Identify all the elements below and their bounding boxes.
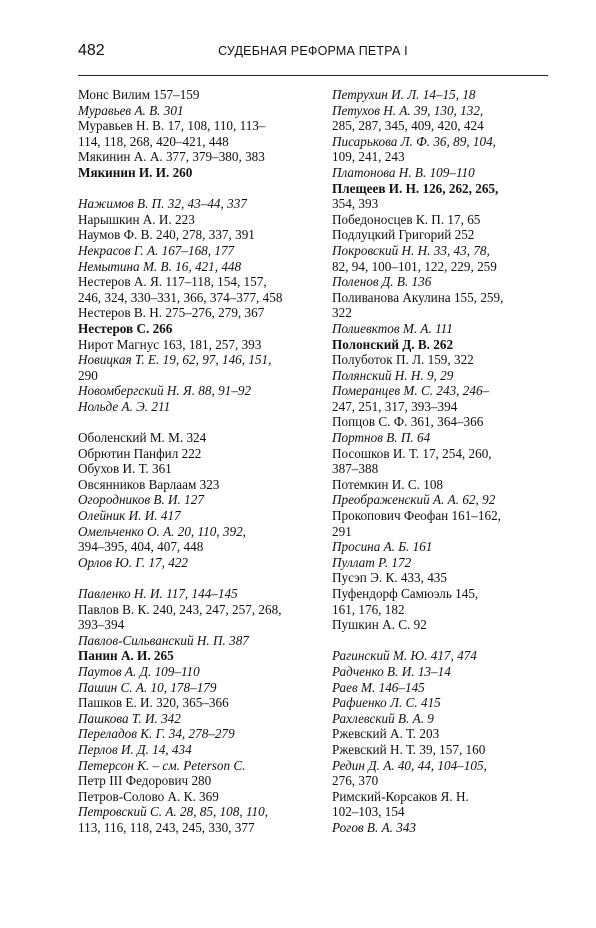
index-entry: Павлов В. К. 240, 243, 247, 257, 268, — [78, 601, 282, 617]
letter-gap — [332, 633, 554, 649]
index-entry: Ржевский Н. Т. 39, 157, 160 — [332, 741, 486, 757]
index-entry: Петухов Н. А. 39, 130, 132, — [332, 102, 484, 118]
letter-gap — [78, 181, 330, 197]
index-entry: Пашин С. А. 10, 178–179 — [78, 679, 217, 695]
index-entry: Петровский С. А. 28, 85, 108, 110, — [78, 804, 269, 820]
index-entry: Мякинин А. А. 377, 379–380, 383 — [78, 149, 265, 165]
letter-gap — [78, 570, 330, 586]
index-entry: Петр III Федорович 280 — [78, 773, 212, 789]
index-entry: Прокопович Феофан 161–162, — [332, 508, 501, 524]
index-entry: Потемкин И. С. 108 — [332, 476, 444, 492]
index-entry: Плещеев И. Н. 126, 262, 265, — [332, 180, 499, 196]
index-entry: Рафиенко Л. С. 415 — [332, 695, 441, 711]
page-number: 482 — [78, 42, 105, 59]
index-entry: Попцов С. Ф. 361, 364–366 — [332, 414, 484, 430]
index-entry: Полянский Н. Н. 9, 29 — [332, 367, 454, 383]
index-entry: Петров-Солово А. К. 369 — [78, 788, 219, 804]
index-entry: 113, 116, 118, 243, 245, 330, 377 — [78, 819, 255, 835]
index-entry: Подлуцкий Григорий 252 — [332, 227, 475, 243]
index-entry: Немытина М. В. 16, 421, 448 — [78, 258, 242, 274]
index-entry: Поливанова Акулина 155, 259, — [332, 289, 504, 305]
index-entry: Померанцев М. С. 243, 246– — [332, 383, 490, 399]
index-entry: Обухов И. Т. 361 — [78, 461, 172, 477]
index-entry: Ржевский А. Т. 203 — [332, 726, 440, 742]
index-entry: 290 — [78, 367, 98, 383]
index-entry: Огородников В. И. 127 — [78, 492, 204, 508]
index-entry: Наумов Ф. В. 240, 278, 337, 391 — [78, 227, 255, 243]
index-entry: Преображенский А. А. 62, 92 — [332, 492, 496, 508]
index-entry: Орлов Ю. Г. 17, 422 — [78, 554, 189, 570]
running-header — [78, 42, 548, 64]
index-entry: Рагинский М. Ю. 417, 474 — [332, 648, 477, 664]
index-entry: 276, 370 — [332, 773, 379, 789]
index-entry: 393–394 — [78, 617, 125, 633]
index-entry: Посошков И. Т. 17, 254, 260, — [332, 445, 492, 461]
index-entry: Полуботок П. Л. 159, 322 — [332, 352, 474, 368]
index-entry: 247, 251, 317, 393–394 — [332, 398, 458, 414]
header-rule — [78, 75, 548, 76]
index-entry: Пуфендорф Самюэль 145, — [332, 586, 479, 601]
index-entry: Пусэп Э. К. 433, 435 — [332, 570, 447, 586]
index-entry: Мякинин И. И. 260 — [78, 164, 193, 180]
index-entry: Некрасов Г. А. 167–168, 177 — [78, 242, 235, 258]
index-entry: 102–103, 154 — [332, 804, 405, 820]
index-entry: 394–395, 404, 407, 448 — [78, 539, 204, 555]
index-entry: 387–388 — [332, 461, 379, 477]
index-entry: Омельченко О. А. 20, 110, 392, — [78, 523, 246, 539]
index-entry: Петерсон К. – см. Peterson C. — [78, 757, 246, 773]
index-entry: Платонова Н. В. 109–110 — [332, 164, 475, 180]
index-entry: Раев М. 146–145 — [332, 679, 425, 695]
index-entry: Нестеров В. Н. 275–276, 279, 367 — [78, 305, 265, 321]
index-entry: Рогов В. А. 343 — [332, 819, 417, 835]
index-entry: Пушкин А. С. 92 — [332, 617, 427, 633]
index-entry: Нирот Магнус 163, 181, 257, 393 — [78, 336, 262, 352]
index-entry: Овсянников Варлаам 323 — [78, 476, 220, 492]
index-entry: Обрютин Панфил 222 — [78, 445, 202, 461]
index-entry: Покровский Н. Н. 33, 43, 78, — [332, 242, 490, 258]
index-entry: Нестеров А. Я. 117–118, 154, 157, — [78, 274, 267, 290]
index-entry: Павленко Н. И. 117, 144–145 — [78, 586, 238, 601]
index-entry: Монс Вилим 157–159 — [78, 87, 200, 102]
index-entry: Поленов Д. В. 136 — [332, 274, 432, 290]
index-entry: Олейник И. И. 417 — [78, 508, 181, 524]
index-entry: Полонский Д. В. 262 — [332, 336, 454, 352]
index-entry: Полиевктов М. А. 111 — [332, 320, 453, 336]
index-entry: Пашков Е. И. 320, 365–366 — [78, 695, 229, 711]
index-entry: Пуллат Р. 172 — [332, 554, 412, 570]
running-title: СУДЕБНАЯ РЕФОРМА ПЕТРА I — [218, 44, 408, 58]
index-entry: Переладов К. Г. 34, 278–279 — [78, 726, 235, 742]
index-entry: Муравьев Н. В. 17, 108, 110, 113– — [78, 118, 266, 134]
letter-gap — [78, 414, 330, 430]
index-entry: 354, 393 — [332, 196, 379, 212]
index-entry: 322 — [332, 305, 352, 321]
index-entry: Новомбергский Н. Я. 88, 91–92 — [78, 383, 252, 399]
index-entry: Муравьев А. В. 301 — [78, 102, 184, 118]
index-entry: Перлов И. Д. 14, 434 — [78, 741, 192, 757]
index-column-left — [78, 87, 330, 836]
index-column-right — [332, 87, 554, 836]
index-entry: Радченко В. И. 13–14 — [332, 663, 451, 679]
index-entry: 246, 324, 330–331, 366, 374–377, 458 — [78, 289, 283, 305]
index-entry: Победоносцев К. П. 17, 65 — [332, 211, 481, 227]
index-entry: 291 — [332, 523, 352, 539]
index-entry: Панин А. И. 265 — [78, 648, 174, 664]
index-entry: Павлов-Сильванский Н. П. 387 — [78, 632, 249, 648]
index-entry: Пашкова Т. И. 342 — [78, 710, 181, 726]
index-entry: Портнов В. П. 64 — [332, 430, 431, 446]
index-entry: Римский-Корсаков Я. Н. — [332, 788, 469, 804]
index-entry: Писарькова Л. Ф. 36, 89, 104, — [332, 133, 496, 149]
index-entry: Нестеров С. 266 — [78, 320, 173, 336]
index-entry: Нажимов В. П. 32, 43–44, 337 — [78, 196, 247, 212]
index-entry: Просина А. Б. 161 — [332, 539, 433, 555]
index-entry: 114, 118, 268, 420–421, 448 — [78, 133, 229, 149]
index-entry: Петрухин И. Л. 14–15, 18 — [332, 87, 476, 102]
index-entry: 82, 94, 100–101, 122, 229, 259 — [332, 258, 497, 274]
index-entry: Рахлевский В. А. 9 — [332, 710, 434, 726]
index-entry: 285, 287, 345, 409, 420, 424 — [332, 118, 484, 134]
index-entry: 161, 176, 182 — [332, 601, 405, 617]
index-entry: 109, 241, 243 — [332, 149, 405, 165]
index-entry: Редин Д. А. 40, 44, 104–105, — [332, 757, 487, 773]
index-entry: Нарышкин А. И. 223 — [78, 211, 195, 227]
index-entry: Новицкая Т. Е. 19, 62, 97, 146, 151, — [78, 352, 272, 368]
index-entry: Нольде А. Э. 211 — [78, 398, 171, 414]
index-entry: Оболенский М. М. 324 — [78, 430, 207, 446]
index-entry: Паутов А. Д. 109–110 — [78, 663, 200, 679]
